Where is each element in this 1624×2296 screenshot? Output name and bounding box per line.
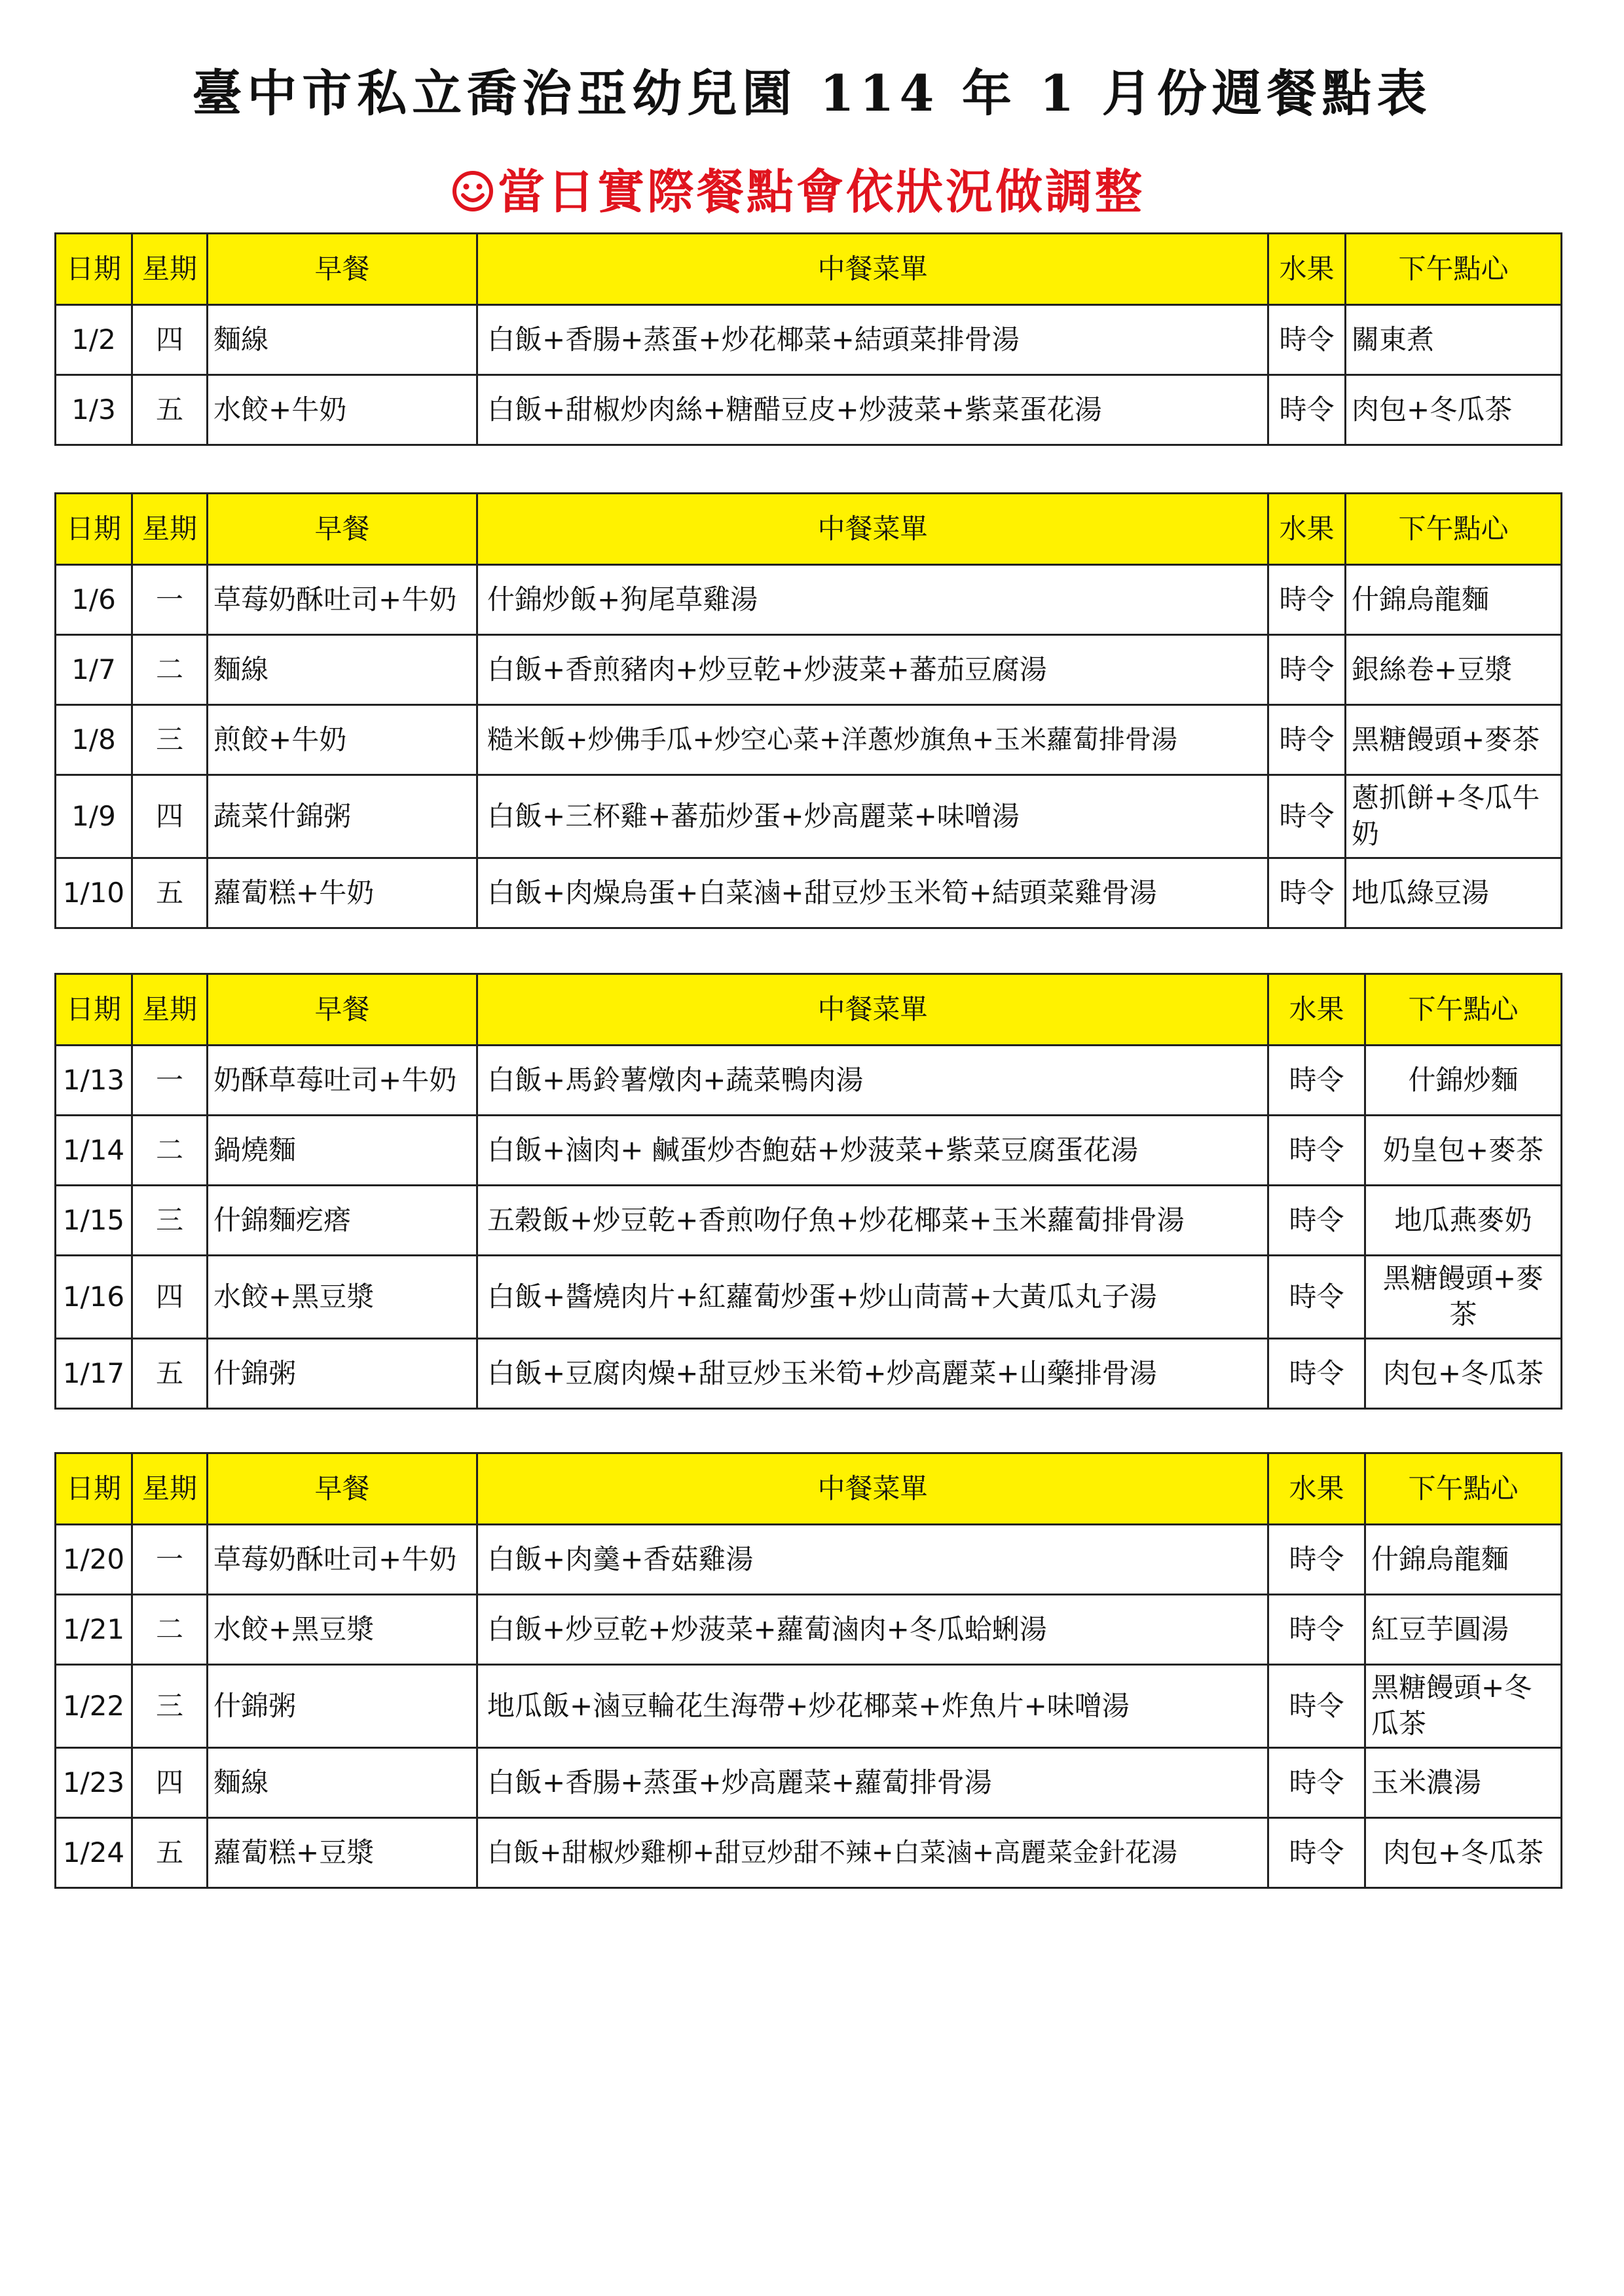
table-row (56, 305, 1562, 375)
fruit-cell: 時令 (1268, 1339, 1365, 1409)
header-row (56, 974, 1562, 1046)
fruit-cell: 時令 (1268, 635, 1346, 705)
header-date: 日期 (56, 494, 132, 565)
table-row (56, 1748, 1562, 1818)
table-row (56, 1186, 1562, 1256)
header-lunch: 中餐菜單 (477, 1453, 1268, 1525)
breakfast-cell: 水餃+牛奶 (208, 375, 477, 445)
date-cell: 1/21 (56, 1595, 132, 1665)
week-table (54, 492, 1562, 929)
fruit-cell: 時令 (1268, 858, 1346, 928)
header-weekday: 星期 (132, 974, 208, 1046)
snack-cell: 銀絲卷+豆漿 (1346, 635, 1562, 705)
fruit-cell: 時令 (1268, 1818, 1365, 1888)
fruit-cell: 時令 (1268, 1748, 1365, 1818)
header-weekday: 星期 (132, 1453, 208, 1525)
table-row (56, 375, 1562, 445)
lunch-cell: 白飯+甜椒炒雞柳+甜豆炒甜不辣+白菜滷+高麗菜金針花湯 (477, 1818, 1268, 1888)
breakfast-cell: 奶酥草莓吐司+牛奶 (208, 1046, 477, 1116)
table-row (56, 1525, 1562, 1595)
weekday-cell: 一 (132, 1046, 208, 1116)
header-lunch: 中餐菜單 (477, 234, 1268, 305)
notice-text: 當日實際餐點會依狀況做調整 (498, 164, 1145, 219)
fruit-cell: 時令 (1268, 1256, 1365, 1339)
lunch-cell: 白飯+馬鈴薯燉肉+蔬菜鴨肉湯 (477, 1046, 1268, 1116)
date-cell: 1/17 (56, 1339, 132, 1409)
snack-cell: 肉包+冬瓜茶 (1365, 1339, 1562, 1409)
breakfast-cell: 麵線 (208, 635, 477, 705)
fruit-cell: 時令 (1268, 565, 1346, 635)
weekday-cell: 五 (132, 1818, 208, 1888)
header-lunch: 中餐菜單 (477, 494, 1268, 565)
smiley-icon (452, 170, 494, 212)
date-cell: 1/14 (56, 1116, 132, 1186)
header-lunch: 中餐菜單 (477, 974, 1268, 1046)
fruit-cell: 時令 (1268, 1046, 1365, 1116)
header-breakfast: 早餐 (208, 974, 477, 1046)
lunch-cell: 白飯+香腸+蒸蛋+炒花椰菜+結頭菜排骨湯 (477, 305, 1268, 375)
week-table (54, 973, 1562, 1410)
header-breakfast: 早餐 (208, 234, 477, 305)
weekday-cell: 三 (132, 1186, 208, 1256)
header-snack: 下午點心 (1365, 974, 1562, 1046)
lunch-cell: 白飯+醬燒肉片+紅蘿蔔炒蛋+炒山茼蒿+大黃瓜丸子湯 (477, 1256, 1268, 1339)
breakfast-cell: 水餃+黑豆漿 (208, 1595, 477, 1665)
lunch-cell: 白飯+肉羹+香菇雞湯 (477, 1525, 1268, 1595)
header-row (56, 494, 1562, 565)
breakfast-cell: 蘿蔔糕+牛奶 (208, 858, 477, 928)
lunch-cell: 白飯+香腸+蒸蛋+炒高麗菜+蘿蔔排骨湯 (477, 1748, 1268, 1818)
header-date: 日期 (56, 234, 132, 305)
header-row (56, 1453, 1562, 1525)
adjustment-notice (452, 154, 1264, 219)
weekday-cell: 四 (132, 1748, 208, 1818)
weekday-cell: 一 (132, 565, 208, 635)
weekday-cell: 一 (132, 1525, 208, 1595)
lunch-cell: 白飯+三杯雞+蕃茄炒蛋+炒高麗菜+味噌湯 (477, 775, 1268, 858)
header-row (56, 234, 1562, 305)
weekday-cell: 五 (132, 375, 208, 445)
date-cell: 1/13 (56, 1046, 132, 1116)
weekday-cell: 二 (132, 1116, 208, 1186)
breakfast-cell: 什錦麵疙瘩 (208, 1186, 477, 1256)
lunch-cell: 什錦炒飯+狗尾草雞湯 (477, 565, 1268, 635)
weekday-cell: 四 (132, 1256, 208, 1339)
breakfast-cell: 草莓奶酥吐司+牛奶 (208, 565, 477, 635)
snack-cell: 什錦炒麵 (1365, 1046, 1562, 1116)
table-row (56, 1256, 1562, 1339)
date-cell: 1/7 (56, 635, 132, 705)
date-cell: 1/22 (56, 1665, 132, 1748)
lunch-cell: 白飯+香煎豬肉+炒豆乾+炒菠菜+蕃茄豆腐湯 (477, 635, 1268, 705)
table-row (56, 705, 1562, 775)
table-row (56, 1046, 1562, 1116)
date-cell: 1/3 (56, 375, 132, 445)
table-row (56, 1665, 1562, 1748)
table-row (56, 1818, 1562, 1888)
snack-cell: 黑糖饅頭+麥茶 (1365, 1256, 1562, 1339)
table-row (56, 565, 1562, 635)
snack-cell: 黑糖饅頭+麥茶 (1346, 705, 1562, 775)
header-weekday: 星期 (132, 234, 208, 305)
breakfast-cell: 麵線 (208, 305, 477, 375)
fruit-cell: 時令 (1268, 775, 1346, 858)
fruit-cell: 時令 (1268, 705, 1346, 775)
date-cell: 1/20 (56, 1525, 132, 1595)
header-snack: 下午點心 (1346, 494, 1562, 565)
header-date: 日期 (56, 1453, 132, 1525)
snack-cell: 肉包+冬瓜茶 (1346, 375, 1562, 445)
fruit-cell: 時令 (1268, 1595, 1365, 1665)
lunch-cell: 白飯+甜椒炒肉絲+糖醋豆皮+炒菠菜+紫菜蛋花湯 (477, 375, 1268, 445)
header-breakfast: 早餐 (208, 1453, 477, 1525)
snack-cell: 黑糖饅頭+冬瓜茶 (1365, 1665, 1562, 1748)
date-cell: 1/8 (56, 705, 132, 775)
date-cell: 1/16 (56, 1256, 132, 1339)
weekday-cell: 五 (132, 1339, 208, 1409)
weekday-cell: 四 (132, 775, 208, 858)
snack-cell: 奶皇包+麥茶 (1365, 1116, 1562, 1186)
snack-cell: 什錦烏龍麵 (1365, 1525, 1562, 1595)
weekday-cell: 五 (132, 858, 208, 928)
header-fruit: 水果 (1268, 494, 1346, 565)
breakfast-cell: 水餃+黑豆漿 (208, 1256, 477, 1339)
date-cell: 1/9 (56, 775, 132, 858)
date-cell: 1/24 (56, 1818, 132, 1888)
table-row (56, 1116, 1562, 1186)
lunch-cell: 白飯+肉燥烏蛋+白菜滷+甜豆炒玉米筍+結頭菜雞骨湯 (477, 858, 1268, 928)
weekday-cell: 三 (132, 1665, 208, 1748)
week-table (54, 1452, 1562, 1889)
table-row (56, 635, 1562, 705)
lunch-cell: 白飯+炒豆乾+炒菠菜+蘿蔔滷肉+冬瓜蛤蜊湯 (477, 1595, 1268, 1665)
date-cell: 1/15 (56, 1186, 132, 1256)
fruit-cell: 時令 (1268, 375, 1346, 445)
header-weekday: 星期 (132, 494, 208, 565)
fruit-cell: 時令 (1268, 1116, 1365, 1186)
date-cell: 1/10 (56, 858, 132, 928)
table-row (56, 1595, 1562, 1665)
weekday-cell: 二 (132, 1595, 208, 1665)
header-snack: 下午點心 (1346, 234, 1562, 305)
breakfast-cell: 什錦粥 (208, 1339, 477, 1409)
snack-cell: 關東煮 (1346, 305, 1562, 375)
date-cell: 1/2 (56, 305, 132, 375)
breakfast-cell: 鍋燒麵 (208, 1116, 477, 1186)
snack-cell: 什錦烏龍麵 (1346, 565, 1562, 635)
lunch-cell: 地瓜飯+滷豆輪花生海帶+炒花椰菜+炸魚片+味噌湯 (477, 1665, 1268, 1748)
breakfast-cell: 麵線 (208, 1748, 477, 1818)
table-row (56, 858, 1562, 928)
date-cell: 1/23 (56, 1748, 132, 1818)
snack-cell: 蔥抓餅+冬瓜牛奶 (1346, 775, 1562, 858)
fruit-cell: 時令 (1268, 305, 1346, 375)
breakfast-cell: 蔬菜什錦粥 (208, 775, 477, 858)
weekday-cell: 四 (132, 305, 208, 375)
header-date: 日期 (56, 974, 132, 1046)
weekday-cell: 二 (132, 635, 208, 705)
lunch-cell: 白飯+豆腐肉燥+甜豆炒玉米筍+炒高麗菜+山藥排骨湯 (477, 1339, 1268, 1409)
header-fruit: 水果 (1268, 234, 1346, 305)
lunch-cell: 白飯+滷肉+ 鹹蛋炒杏鮑菇+炒菠菜+紫菜豆腐蛋花湯 (477, 1116, 1268, 1186)
breakfast-cell: 什錦粥 (208, 1665, 477, 1748)
snack-cell: 紅豆芋圓湯 (1365, 1595, 1562, 1665)
header-snack: 下午點心 (1365, 1453, 1562, 1525)
lunch-cell: 五穀飯+炒豆乾+香煎吻仔魚+炒花椰菜+玉米蘿蔔排骨湯 (477, 1186, 1268, 1256)
breakfast-cell: 煎餃+牛奶 (208, 705, 477, 775)
header-fruit: 水果 (1268, 1453, 1365, 1525)
table-row (56, 1339, 1562, 1409)
snack-cell: 地瓜燕麥奶 (1365, 1186, 1562, 1256)
date-cell: 1/6 (56, 565, 132, 635)
fruit-cell: 時令 (1268, 1525, 1365, 1595)
header-fruit: 水果 (1268, 974, 1365, 1046)
breakfast-cell: 蘿蔔糕+豆漿 (208, 1818, 477, 1888)
snack-cell: 肉包+冬瓜茶 (1365, 1818, 1562, 1888)
page-title: 臺中市私立喬治亞幼兒園 114 年 1 月份週餐點表 (192, 64, 1432, 122)
table-row (56, 775, 1562, 858)
lunch-cell: 糙米飯+炒佛手瓜+炒空心菜+洋蔥炒旗魚+玉米蘿蔔排骨湯 (477, 705, 1268, 775)
weekday-cell: 三 (132, 705, 208, 775)
fruit-cell: 時令 (1268, 1186, 1365, 1256)
week-table (54, 232, 1562, 446)
header-breakfast: 早餐 (208, 494, 477, 565)
snack-cell: 地瓜綠豆湯 (1346, 858, 1562, 928)
snack-cell: 玉米濃湯 (1365, 1748, 1562, 1818)
breakfast-cell: 草莓奶酥吐司+牛奶 (208, 1525, 477, 1595)
fruit-cell: 時令 (1268, 1665, 1365, 1748)
